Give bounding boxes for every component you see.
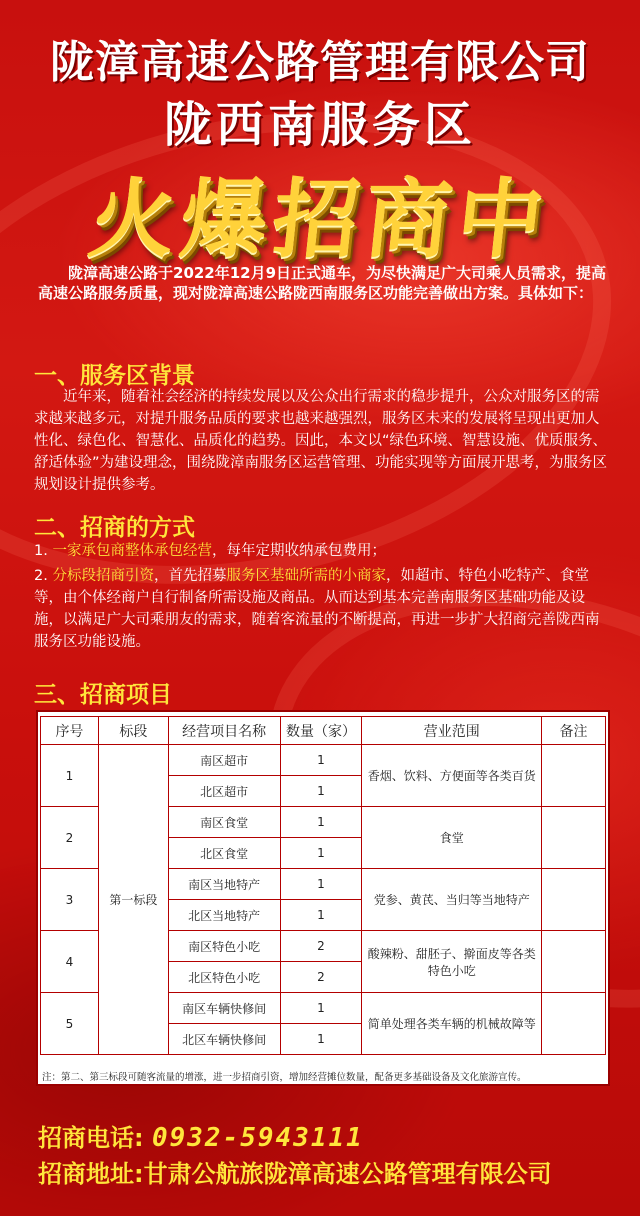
phone-line [38,1118,364,1153]
row-quantity: 2 [280,962,362,993]
item2-rest: ，如超市、特色小吃特产、食堂等，由个体经商户自行制备所需设施及商品。从而达到基本完善南服务区基础功能及设施，以满足广大司乘朋友的需求，随着客流量的不断提高，再进一步扩大招商完善陇西南服务区功能设施。 [34,568,600,650]
item1-prefix: 1. [34,543,53,559]
row-item-name: 南区当地特产 [168,869,280,900]
recruiting-banner: 火爆招商中 [83,170,555,270]
header-scope: 营业范围 [362,717,542,745]
row-quantity: 2 [280,931,362,962]
phone-label: 招商电话: [38,1124,144,1152]
company-title: 陇漳高速公路管理有限公司 [50,37,590,88]
phone-number[interactable]: 0932-5943111 [151,1123,364,1153]
row-quantity: 1 [280,869,362,900]
project-table-box [36,710,610,1086]
item2-highlight1: 分标段招商引资 [52,568,154,584]
section3-title: 三、招商项目 [34,682,172,708]
row-quantity: 1 [280,838,362,869]
item1-rest: ，每年定期收纳承包费用； [211,543,386,559]
item2-highlight2: 服务区基础所需的小商家 [226,568,386,584]
header-quantity: 数量（家） [280,717,362,745]
row-quantity: 1 [280,745,362,776]
row-no: 5 [41,993,99,1055]
row-remark [542,993,606,1055]
section1-body: 近年来，随着社会经济的持续发展以及公众出行需求的稳步提升，公众对服务区的需求越来越多元，对提升服务品质的要求也越来越强烈，服务区未来的发展将呈现出更加人性化、绿色化、智慧化、品质化的趋势。因此，本文以“绿色环境、智慧设施、优质服务、舒适体验”为建设理念，围绕陇漳南服务区运营管理、功能实现等方面展开思考，为服务区规划设计提供参考。 [34,389,608,493]
row-no: 2 [41,807,99,869]
row-quantity: 1 [280,776,362,807]
section2-item1 [34,540,608,562]
row-item-name: 北区超市 [168,776,280,807]
row-quantity: 1 [280,807,362,838]
row-remark [542,931,606,993]
item2-mid: ，首先招募 [153,568,227,584]
row-remark [542,807,606,869]
table-note: 注：第二、第三标段可随客流量的增涨，进一步招商引资，增加经营摊位数量，配备更多基础设备及文化旅游宣传。 [42,1072,527,1083]
intro-paragraph: 陇漳高速公路于2022年12月9日正式通车，为尽快满足广大司乘人员需求，提高高速公路服务质量，现对陇漳高速公路陇西南服务区功能完善做出方案。具体如下： [38,264,607,302]
address-label: 招商地址: [38,1160,144,1188]
row-scope: 香烟、饮料、方便面等各类百货 [362,745,542,807]
row-scope: 简单处理各类车辆的机械故障等 [362,993,542,1055]
item1-highlight: 一家承包商整体承包经营 [52,543,212,559]
section2-title: 二、招商的方式 [34,515,195,541]
header-remark: 备注 [542,717,606,745]
row-scope: 食堂 [362,807,542,869]
row-item-name: 北区食堂 [168,838,280,869]
row-item-name: 北区当地特产 [168,900,280,931]
row-item-name: 北区车辆快修间 [168,1024,280,1055]
row-section: 第一标段 [98,745,168,1055]
row-item-name: 南区超市 [168,745,280,776]
table-header-row [41,717,606,745]
address-line [38,1154,552,1189]
header-section: 标段 [98,717,168,745]
item2-prefix: 2. [34,568,53,584]
address-text: 甘肃公航旅陇漳高速公路管理有限公司 [143,1160,552,1188]
row-remark [542,745,606,807]
row-scope: 酸辣粉、甜胚子、擀面皮等各类特色小吃 [362,931,542,993]
row-item-name: 南区特色小吃 [168,931,280,962]
row-scope: 党参、黄芪、当归等当地特产 [362,869,542,931]
section2-item2 [34,565,608,653]
row-no: 1 [41,745,99,807]
table-row [41,745,606,776]
row-no: 3 [41,869,99,931]
row-quantity: 1 [280,900,362,931]
row-item-name: 南区车辆快修间 [168,993,280,1024]
service-area-title: 陇西南服务区 [163,97,476,153]
row-item-name: 北区特色小吃 [168,962,280,993]
header-item-name: 经营项目名称 [168,717,280,745]
row-remark [542,869,606,931]
project-table [40,716,606,1055]
section1-title: 一、服务区背景 [34,363,195,389]
header-no: 序号 [41,717,99,745]
row-no: 4 [41,931,99,993]
row-item-name: 南区食堂 [168,807,280,838]
row-quantity: 1 [280,1024,362,1055]
row-quantity: 1 [280,993,362,1024]
